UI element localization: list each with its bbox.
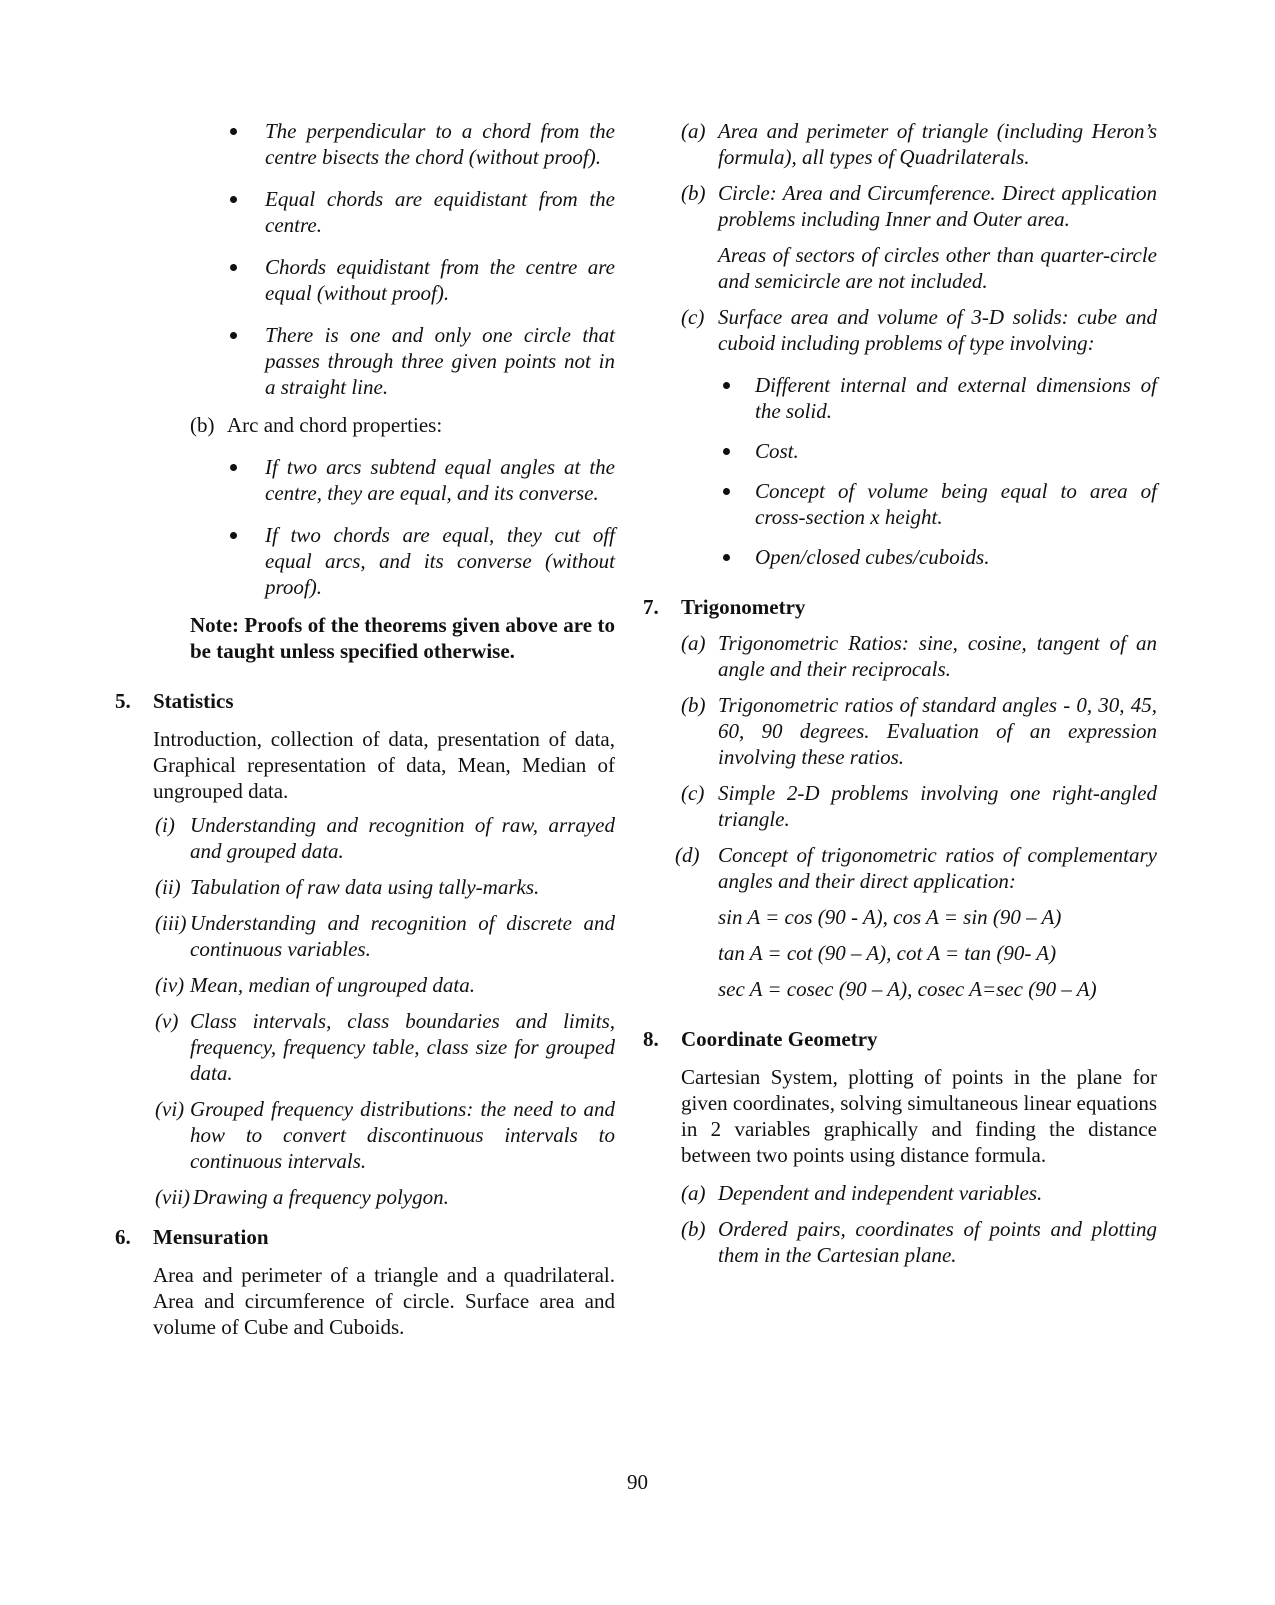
statistics-item (115, 812, 615, 864)
bullet-icon (230, 532, 237, 539)
bullet-item (655, 438, 1157, 464)
bullet-icon (230, 464, 237, 471)
trigonometry-item (655, 780, 1157, 832)
coordinate-items (655, 1180, 1157, 1268)
item-label: (i) (155, 813, 175, 837)
bullet-item (115, 522, 615, 600)
section-number: 7. (643, 595, 659, 619)
item-text: Surface area and volume of 3-D solids: cube and cuboid including problems of type involving: (718, 305, 1157, 355)
coordinate-item (655, 1216, 1157, 1268)
item-label: (iv) (155, 973, 185, 997)
item-text: Trigonometric Ratios: sine, cosine, tangent of an angle and their reciprocals. (718, 631, 1157, 681)
left-column (115, 118, 615, 1340)
section-title: Coordinate Geometry (681, 1027, 878, 1051)
subsection-text: Arc and chord properties: (227, 413, 443, 437)
item-text: Tabulation of raw data using tally-marks. (190, 875, 540, 899)
item-text: Dependent and independent variables. (718, 1181, 1043, 1205)
page-number: 90 (627, 1470, 648, 1494)
statistics-item (115, 972, 615, 998)
coordinate-geometry-intro: Cartesian System, plotting of points in the plane for given coordinates, solving simultaneous linear equations in 2 variables graphically and finding the distance between two points using distance formula. (681, 1065, 1157, 1167)
subsection-label: (b) (190, 413, 215, 437)
bullet-text: Equal chords are equidistant from the centre. (265, 187, 615, 237)
bullet-icon (230, 264, 237, 271)
trig-formulas (655, 904, 1157, 1002)
bullet-text: There is one and only one circle that passes through three given points not in a straight line. (265, 323, 615, 399)
theorem-note: Note: Proofs of the theorems given above are to be taught unless specified otherwise. (190, 613, 615, 663)
item-label: (b) (681, 181, 706, 205)
mensuration-item (655, 304, 1157, 356)
statistics-item (115, 874, 615, 900)
item-text: Understanding and recognition of raw, arrayed and grouped data. (190, 813, 615, 863)
mensuration-item (655, 180, 1157, 294)
item-label: (d) (675, 843, 700, 867)
mensuration-item (655, 118, 1157, 170)
bullet-text: Cost. (755, 439, 799, 463)
bullet-item (655, 478, 1157, 530)
statistics-item (115, 910, 615, 962)
statistics-item (115, 1008, 615, 1086)
item-label: (vii) (155, 1185, 190, 1209)
formula-line: tan A = cot (90 – A), cot A = tan (90- A) (718, 941, 1057, 965)
item-label: (b) (681, 693, 706, 717)
bullet-icon (230, 196, 237, 203)
bullet-icon (723, 554, 730, 561)
item-text: Drawing a frequency polygon. (193, 1185, 449, 1209)
item-label: (iii) (155, 911, 187, 935)
section-title: Trigonometry (681, 595, 806, 619)
item-label: (a) (681, 119, 706, 143)
item-text: Circle: Area and Circumference. Direct application problems including Inner and Outer area. (718, 181, 1157, 231)
item-text: Trigonometric ratios of standard angles - 0, 30, 45, 60, 90 degrees. Evaluation of an expression involving these ratios. (718, 693, 1157, 769)
trigonometry-items (655, 630, 1157, 894)
item-label: (vi) (155, 1097, 185, 1121)
bullet-item (115, 254, 615, 306)
section-number: 5. (115, 689, 131, 713)
trigonometry-item (655, 692, 1157, 770)
item-label: (c) (681, 305, 705, 329)
item-label: (ii) (155, 875, 181, 899)
item-extra-text: Areas of sectors of circles other than quarter-circle and semicircle are not included. (718, 243, 1157, 293)
formula-line: sec A = cosec (90 – A), cosec A=sec (90 – A) (718, 977, 1097, 1001)
bullet-icon (230, 332, 237, 339)
trigonometry-item (655, 842, 1157, 894)
section-title: Mensuration (153, 1225, 269, 1249)
section-heading-statistics (115, 688, 615, 714)
item-text: Concept of trigonometric ratios of complementary angles and their direct application: (718, 843, 1157, 893)
bullet-text: Different internal and external dimensions of the solid. (755, 373, 1157, 423)
bullet-text: Concept of volume being equal to area of cross-section x height. (755, 479, 1157, 529)
item-text: Understanding and recognition of discrete and continuous variables. (190, 911, 615, 961)
bullet-text: Open/closed cubes/cuboids. (755, 545, 990, 569)
coordinate-item (655, 1180, 1157, 1206)
bullet-item (115, 454, 615, 506)
bullet-text: If two chords are equal, they cut off equal arcs, and its converse (without proof). (265, 523, 615, 599)
trigonometry-item (655, 630, 1157, 682)
section-heading-mensuration (115, 1224, 615, 1250)
item-label: (v) (155, 1009, 179, 1033)
item-text: Simple 2-D problems involving one right-angled triangle. (718, 781, 1157, 831)
item-text: Area and perimeter of triangle (including Heron’s formula), all types of Quadrilaterals. (718, 119, 1157, 169)
item-label: (c) (681, 781, 705, 805)
section-number: 6. (115, 1225, 131, 1249)
arc-chord-subsection (115, 412, 615, 438)
section-heading-trigonometry (643, 594, 1145, 620)
bullet-item (115, 322, 615, 400)
section-title: Statistics (153, 689, 234, 713)
mensuration-intro: Area and perimeter of a triangle and a quadrilateral. Area and circumference of circle. Surface area and volume of Cube and Cuboids. (153, 1263, 615, 1339)
bullet-text: If two arcs subtend equal angles at the centre, they are equal, and its converse. (265, 455, 615, 505)
bullet-item (115, 118, 615, 170)
statistics-intro: Introduction, collection of data, presentation of data, Graphical representation of data, Mean, Median of ungrouped data. (153, 727, 615, 803)
statistics-items (115, 812, 615, 1210)
bullet-text: The perpendicular to a chord from the centre bisects the chord (without proof). (265, 119, 615, 169)
item-label: (b) (681, 1217, 706, 1241)
bullet-item (655, 372, 1157, 424)
bullet-item (655, 544, 1157, 570)
section-number: 8. (643, 1027, 659, 1051)
item-text: Ordered pairs, coordinates of points and plotting them in the Cartesian plane. (718, 1217, 1157, 1267)
formula-line: sin A = cos (90 - A), cos A = sin (90 – A) (718, 905, 1062, 929)
bullet-icon (723, 488, 730, 495)
item-label: (a) (681, 1181, 706, 1205)
bullet-item (115, 186, 615, 238)
statistics-item (115, 1184, 615, 1210)
statistics-item (115, 1096, 615, 1174)
item-label: (a) (681, 631, 706, 655)
bullet-icon (723, 448, 730, 455)
item-text: Grouped frequency distributions: the need to and how to convert discontinuous intervals to continuous intervals. (190, 1097, 615, 1173)
item-text: Mean, median of ungrouped data. (190, 973, 476, 997)
bullet-icon (230, 128, 237, 135)
section-heading-coordinate-geometry (643, 1026, 1145, 1052)
bullet-icon (723, 382, 730, 389)
right-column (643, 118, 1157, 1278)
item-text: Class intervals, class boundaries and limits, frequency, frequency table, class size for grouped data. (190, 1009, 615, 1085)
bullet-text: Chords equidistant from the centre are equal (without proof). (265, 255, 615, 305)
